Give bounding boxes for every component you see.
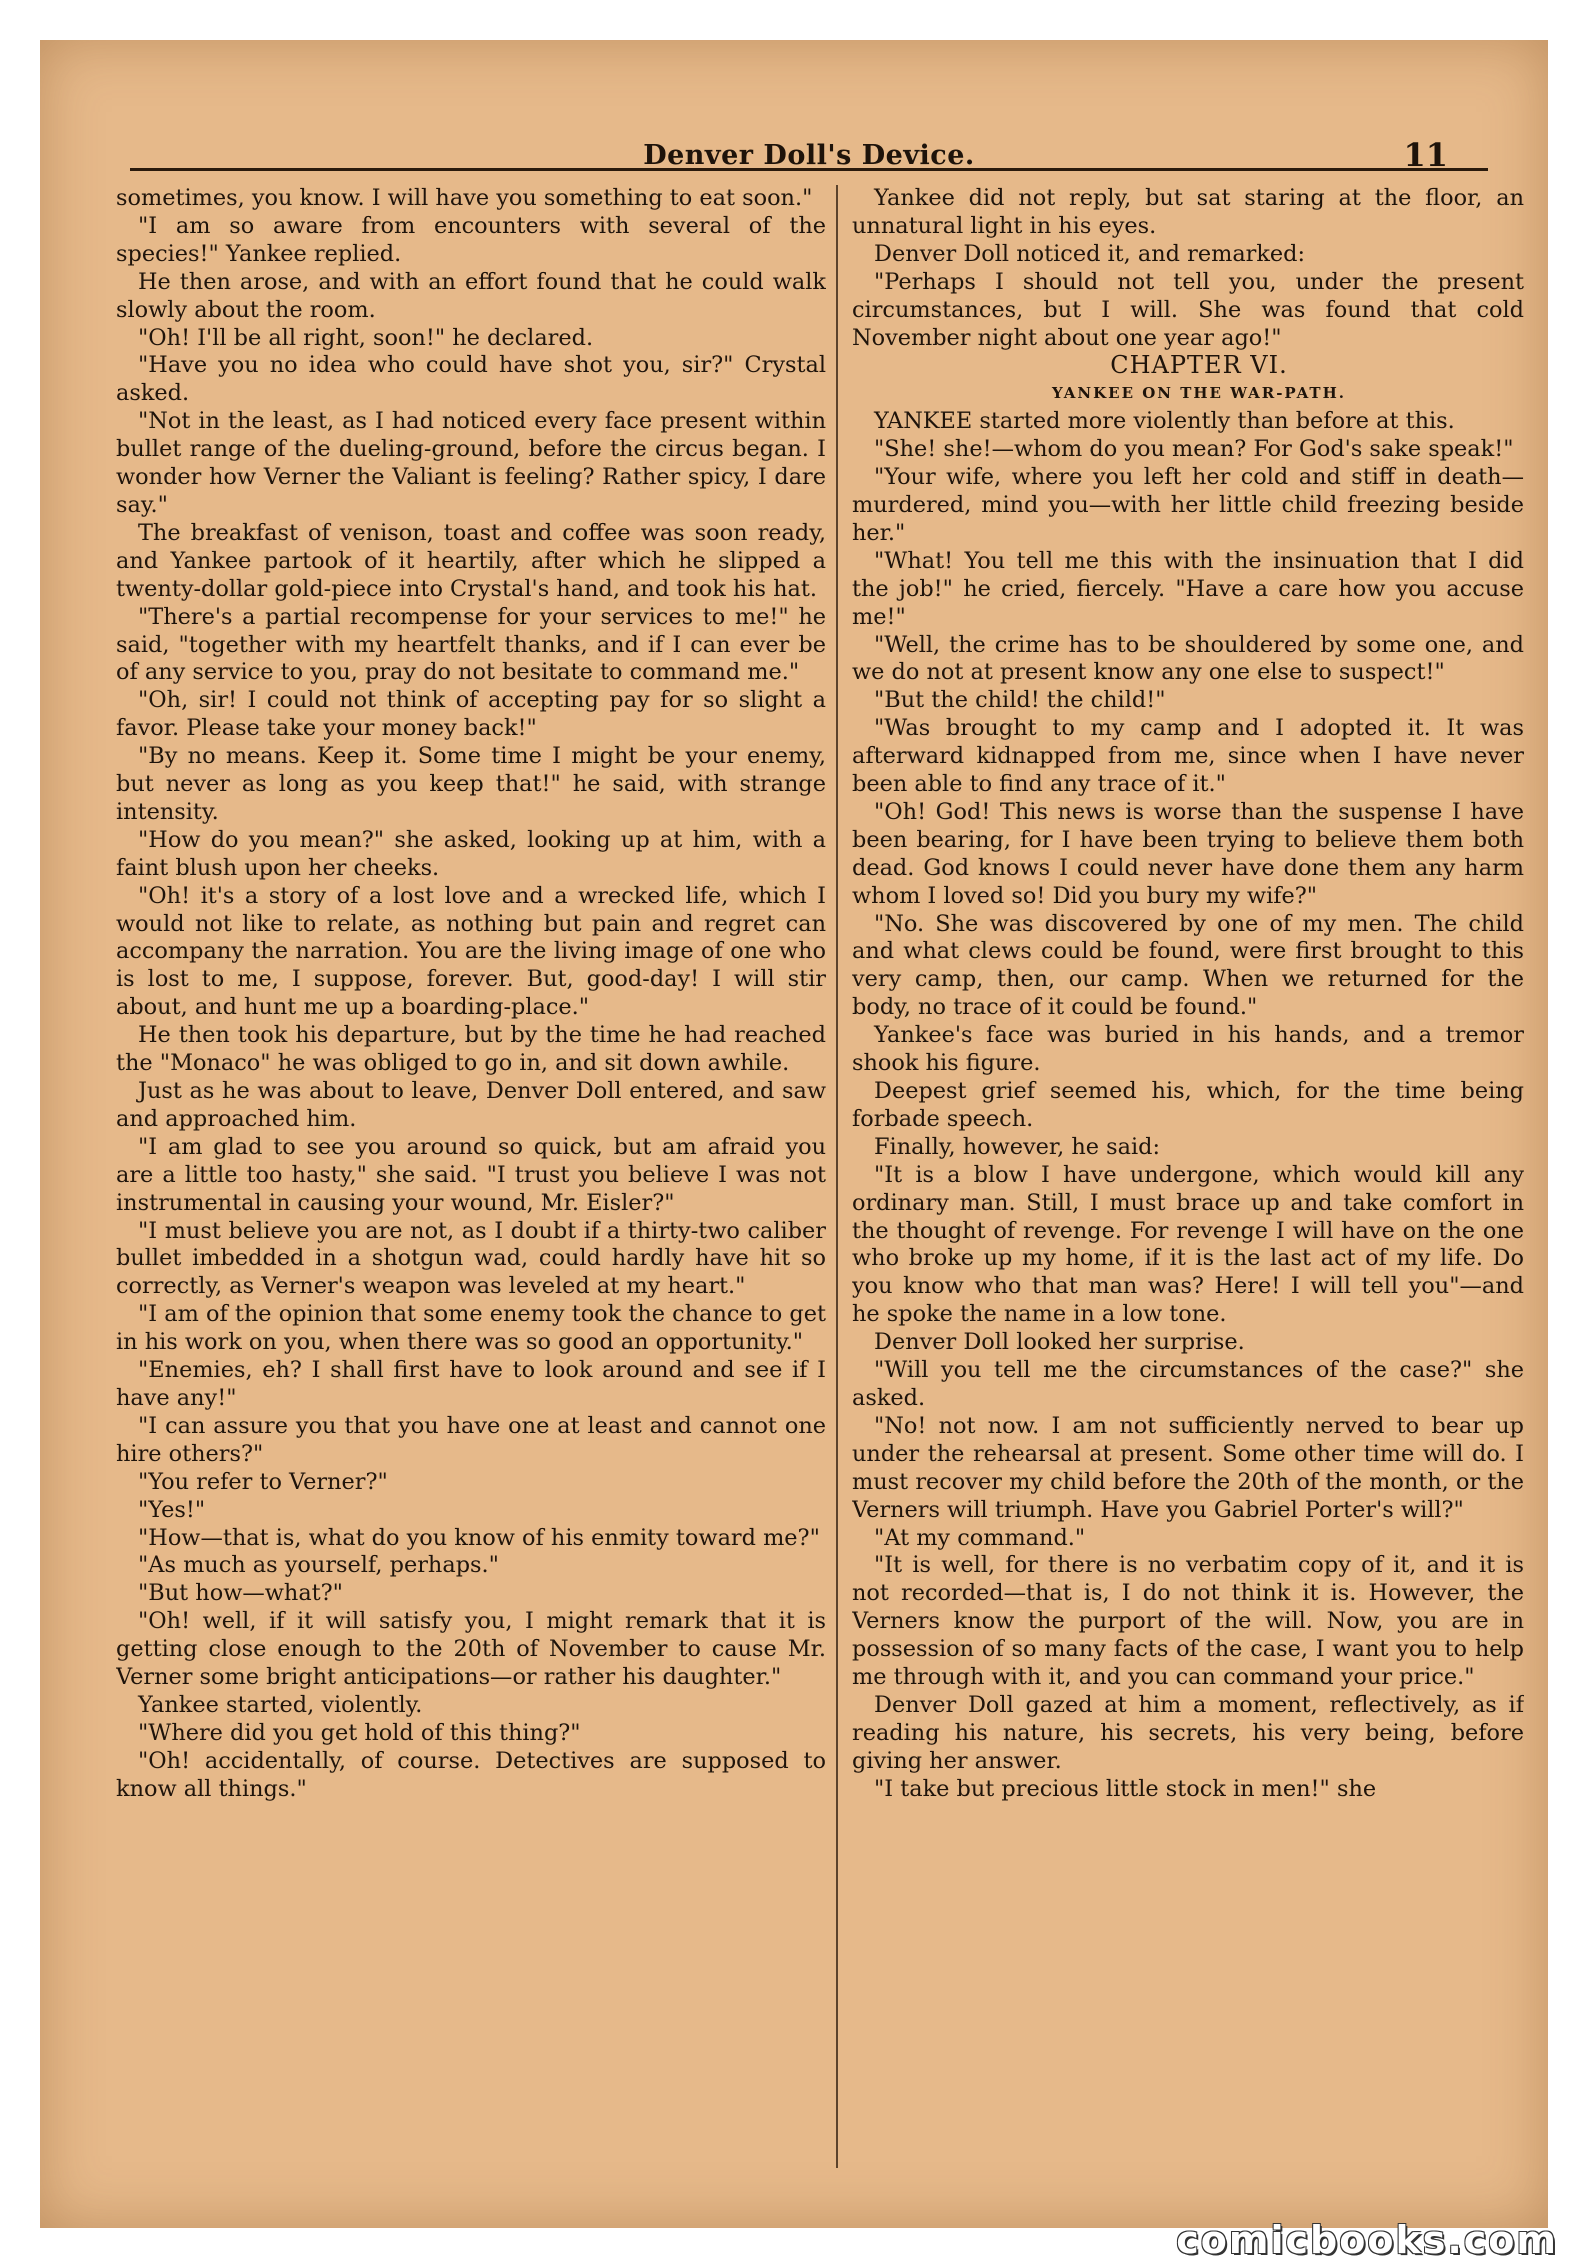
paragraph: Just as he was about to leave, Denver Doll entered, and saw and approached him. — [116, 1078, 826, 1132]
paragraph: "I can assure you that you have one at least and cannot one hire others?" — [116, 1412, 826, 1467]
paragraph: "Oh, sir! I could not think of accepting pay for so slight a favor. Please take your money back!" — [116, 687, 826, 742]
paragraph: "At my command." — [874, 1524, 1086, 1551]
paragraph: "Perhaps I should not tell you, under the present circumstances, but I will. She was found that cold November night about one year ago!" — [852, 268, 1524, 351]
book-page — [40, 40, 1548, 2228]
paragraph: "There's a partial recompense for your services to me!" he said, "together with my heartfelt thanks, and if I can ever be of any service to you, pray do not besitate to command me." — [116, 603, 826, 686]
paragraph: He then took his departure, but by the time he had reached the "Monaco" he was obliged to go in, and sit down awhile. — [116, 1022, 826, 1077]
paragraph: "I take but precious little stock in men!" she — [874, 1775, 1377, 1802]
paragraph: "Oh! I'll be all right, soon!" he declared. — [138, 324, 594, 351]
page-number: 11 — [1403, 136, 1448, 174]
paragraph: "Was brought to my camp and I adopted it. It was afterward kidnapped from me, since when I have never been able to find any trace of it." — [852, 715, 1524, 798]
paragraph: Denver Doll noticed it, and remarked: — [874, 240, 1306, 267]
paragraph: Finally, however, he said: — [874, 1133, 1161, 1160]
paragraph: Denver Doll gazed at him a moment, reflectively, as if reading his nature, his secrets, his very being, before giving her answer. — [852, 1691, 1524, 1774]
paragraph: "As much as yourself, perhaps." — [138, 1552, 499, 1579]
chapter-subtitle: YANKEE ON THE WAR-PATH. — [1052, 384, 1346, 403]
paragraph: "Oh! well, if it will satisfy you, I might remark that it is getting close enough to the 20th of November to cause Mr. Verner some bright anticipations—or rather his daughter." — [116, 1608, 826, 1691]
paragraph: "I am so aware from encounters with several of the species!" Yankee replied. — [116, 212, 826, 267]
paragraph: "No. She was discovered by one of my men. The child and what clews could be found, were first brought to this very camp, then, our camp. When we returned for the body, no trace of it could be found." — [852, 910, 1524, 1021]
paragraph: "Enemies, eh? I shall first have to look around and see if I have any!" — [116, 1357, 826, 1411]
watermark-text: comicbooks.com — [1176, 2218, 1558, 2262]
column-divider — [836, 185, 838, 2168]
paragraph: "Where did you get hold of this thing?" — [138, 1719, 581, 1746]
paragraph: sometimes, you know. I will have you something to eat soon." — [116, 185, 813, 211]
paragraph: Deepest grief seemed his, which, for the time being forbade speech. — [852, 1078, 1524, 1132]
paragraph: "But the child! the child!" — [874, 687, 1166, 714]
paragraph: "Have you no idea who could have shot you, sir?" Crystal asked. — [116, 352, 826, 407]
paragraph: Yankee did not reply, but sat staring at the floor, an unnatural light in his eyes. — [852, 185, 1524, 239]
paragraph: "I must believe you are not, as I doubt if a thirty-two caliber bullet imbedded in a shotgun wad, could hardly have hit so correctly, as Verner's weapon was leveled at my heart." — [116, 1217, 826, 1300]
paragraph: "Will you tell me the circumstances of the case?" she asked. — [852, 1357, 1524, 1411]
header-rule — [130, 168, 1488, 171]
paragraph: "It is a blow I have undergone, which would kill any ordinary man. Still, I must brace up and take comfort in the thought of revenge. For revenge I will have on the one who broke up my home, if it is the last act of my life. Do you know who that man was? Here! I will tell you"—and he spoke the name in a low tone. — [852, 1161, 1524, 1328]
paragraph: "Oh! God! This news is worse than the suspense I have been bearing, for I have been trying to believe them both dead. God knows I could never have done them any harm whom I loved so! Did you bury my wife?" — [852, 798, 1524, 909]
paragraph: "How do you mean?" she asked, looking up at him, with a faint blush upon her cheeks. — [116, 826, 826, 881]
paragraph: YANKEE started more violently than before at this. — [874, 408, 1455, 435]
paragraph: The breakfast of venison, toast and coffee was soon ready, and Yankee partook of it heartily, after which he slipped a twenty-dollar gold-piece into Crystal's hand, and took his hat. — [116, 519, 826, 602]
paragraph: He then arose, and with an effort found that he could walk slowly about the room. — [116, 268, 826, 323]
paragraph: "I am of the opinion that some enemy took the chance to get in his work on you, when there was so good an opportunity." — [116, 1301, 826, 1356]
paragraph: "I am glad to see you around so quick, but am afraid you are a little too hasty," she said. "I trust you believe I was not instrumental in causing your wound, Mr. Eisler?" — [116, 1133, 826, 1216]
paragraph: "Oh! it's a story of a lost love and a wrecked life, which I would not like to relate, as nothing but pain and regret can accompany the narration. You are the living image of one who is lost to me, I suppose, forever. But, good-day! I will stir about, and hunt me up a boarding-place." — [116, 882, 826, 1021]
paragraph: "Your wife, where you left her cold and stiff in death—murdered, mind you—with her little child freezing beside her." — [852, 464, 1524, 546]
paragraph: "No! not now. I am not sufficiently nerved to bear up under the rehearsal at present. Some other time will do. I must recover my child before the 20th of the month, or the Verners will triumph. Have you Gabriel Porter's will?" — [852, 1412, 1524, 1523]
paragraph: "What! You tell me this with the insinuation that I did the job!" he cried, fiercely. "Have a care how you accuse me!" — [852, 547, 1524, 630]
paragraph: "It is well, for there is no verbatim copy of it, and it is not recorded—that is, I do not think it is. However, the Verners know the purport of the will. Now, you are in possession of so many facts of the case, I want you to help me through with it, and you can command your price." — [852, 1552, 1524, 1691]
paragraph: "She! she!—whom do you mean? For God's sake speak!" — [874, 436, 1514, 463]
running-title: Denver Doll's Device. — [643, 140, 975, 171]
paragraph: Denver Doll looked her surprise. — [874, 1329, 1245, 1356]
chapter-heading: CHAPTER VI. — [1110, 351, 1288, 380]
paragraph: "Yes!" — [138, 1496, 206, 1523]
paragraph: Yankee started, violently. — [138, 1691, 423, 1718]
paragraph: "Oh! accidentally, of course. Detectives are supposed to know all things." — [116, 1747, 826, 1802]
paragraph: "Well, the crime has to be shouldered by some one, and we do not at present know any one else to suspect!" — [852, 631, 1524, 686]
paragraph: "By no means. Keep it. Some time I might be your enemy, but never as long as you keep that!" he said, with strange intensity. — [116, 743, 826, 825]
paragraph: Yankee's face was buried in his hands, and a tremor shook his figure. — [852, 1022, 1524, 1077]
right-column-before-chapter — [852, 185, 1524, 352]
paragraph: "Not in the least, as I had noticed every face present within bullet range of the dueling-ground, before the circus began. I wonder how Verner the Valiant is feeling? Rather spicy, I dare say." — [116, 408, 826, 518]
paragraph: "You refer to Verner?" — [138, 1468, 388, 1495]
page-header — [130, 100, 1488, 174]
paragraph: "How—that is, what do you know of his enmity toward me?" — [138, 1524, 820, 1551]
left-column — [116, 185, 826, 2188]
right-column — [852, 185, 1524, 2188]
right-column-after-chapter — [852, 408, 1524, 1803]
paragraph: "But how—what?" — [138, 1580, 343, 1607]
